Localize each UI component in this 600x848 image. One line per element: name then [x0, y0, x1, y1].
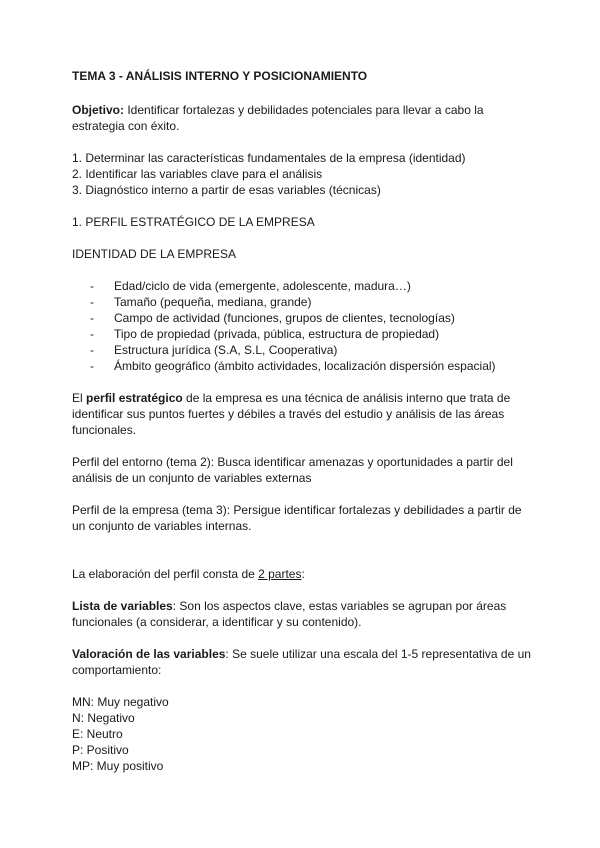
section-heading: 1. PERFIL ESTRATÉGICO DE LA EMPRESA	[72, 215, 315, 229]
document-title: TEMA 3 - ANÁLISIS INTERNO Y POSICIONAMIENTO	[72, 69, 368, 83]
list-item: - Tipo de propiedad (privada, pública, estructura de propiedad)	[90, 327, 440, 341]
identity-list	[72, 278, 532, 374]
scale-item: MP: Muy positivo	[72, 759, 164, 773]
two-parts-underlined: 2 partes	[258, 567, 302, 581]
strategic-profile-paragraph: El perfil estratégico de la empresa es una técnica de análisis interno que trata de identificar sus puntos fuertes y débiles a través del estudio y análisis de las áreas funcionales.	[72, 391, 511, 437]
dash-bullet: -	[90, 279, 94, 293]
variables-list-paragraph: Lista de variables: Son los aspectos clave, estas variables se agrupan por áreas funcionales (a considerar, a identificar y su contenido).	[72, 599, 507, 629]
list-item: - Tamaño (pequeña, mediana, grande)	[90, 295, 312, 309]
scale-item: N: Negativo	[72, 711, 135, 725]
document-page	[72, 68, 532, 774]
dash-bullet: -	[90, 343, 94, 357]
step-item: 2. Identificar las variables clave para el análisis	[72, 167, 323, 181]
list-item: - Ámbito geográfico (ámbito actividades, localización dispersión espacial)	[90, 359, 496, 373]
elaboration-paragraph: La elaboración del perfil consta de 2 partes:	[72, 567, 305, 581]
list-item: - Campo de actividad (funciones, grupos de clientes, tecnologías)	[90, 311, 455, 325]
strategic-profile-term: perfil estratégico	[86, 391, 183, 405]
objective-paragraph	[72, 102, 532, 134]
list-item: - Estructura jurídica (S.A, S.L, Cooperativa)	[90, 343, 338, 357]
dash-bullet: -	[90, 327, 94, 341]
dash-bullet: -	[90, 359, 94, 373]
dash-bullet: -	[90, 311, 94, 325]
scale-item: E: Neutro	[72, 727, 123, 741]
valuation-paragraph: Valoración de las variables: Se suele utilizar una escala del 1-5 representativa de un comportamiento:	[72, 647, 531, 677]
list-item: - Edad/ciclo de vida (emergente, adolescente, madura…)	[90, 279, 411, 293]
dash-bullet: -	[90, 295, 94, 309]
identity-heading: IDENTIDAD DE LA EMPRESA	[72, 247, 237, 261]
variables-list-term: Lista de variables	[72, 599, 173, 613]
environment-profile-paragraph: Perfil del entorno (tema 2): Busca identificar amenazas y oportunidades a partir del análisis de un conjunto de variables externas	[72, 455, 513, 485]
objective-text: Identificar fortalezas y debilidades potenciales para llevar a cabo la estrategia con éxito.	[72, 103, 484, 133]
valuation-term: Valoración de las variables	[72, 647, 226, 661]
company-profile-paragraph: Perfil de la empresa (tema 3): Persigue identificar fortalezas y debilidades a partir de un conjunto de variables internas.	[72, 503, 522, 533]
scale-item: MN: Muy negativo	[72, 695, 169, 709]
scale-item: P: Positivo	[72, 743, 129, 757]
step-item: 1. Determinar las características fundamentales de la empresa (identidad)	[72, 151, 466, 165]
objective-label: Objetivo:	[72, 103, 125, 117]
step-item: 3. Diagnóstico interno a partir de esas variables (técnicas)	[72, 183, 381, 197]
